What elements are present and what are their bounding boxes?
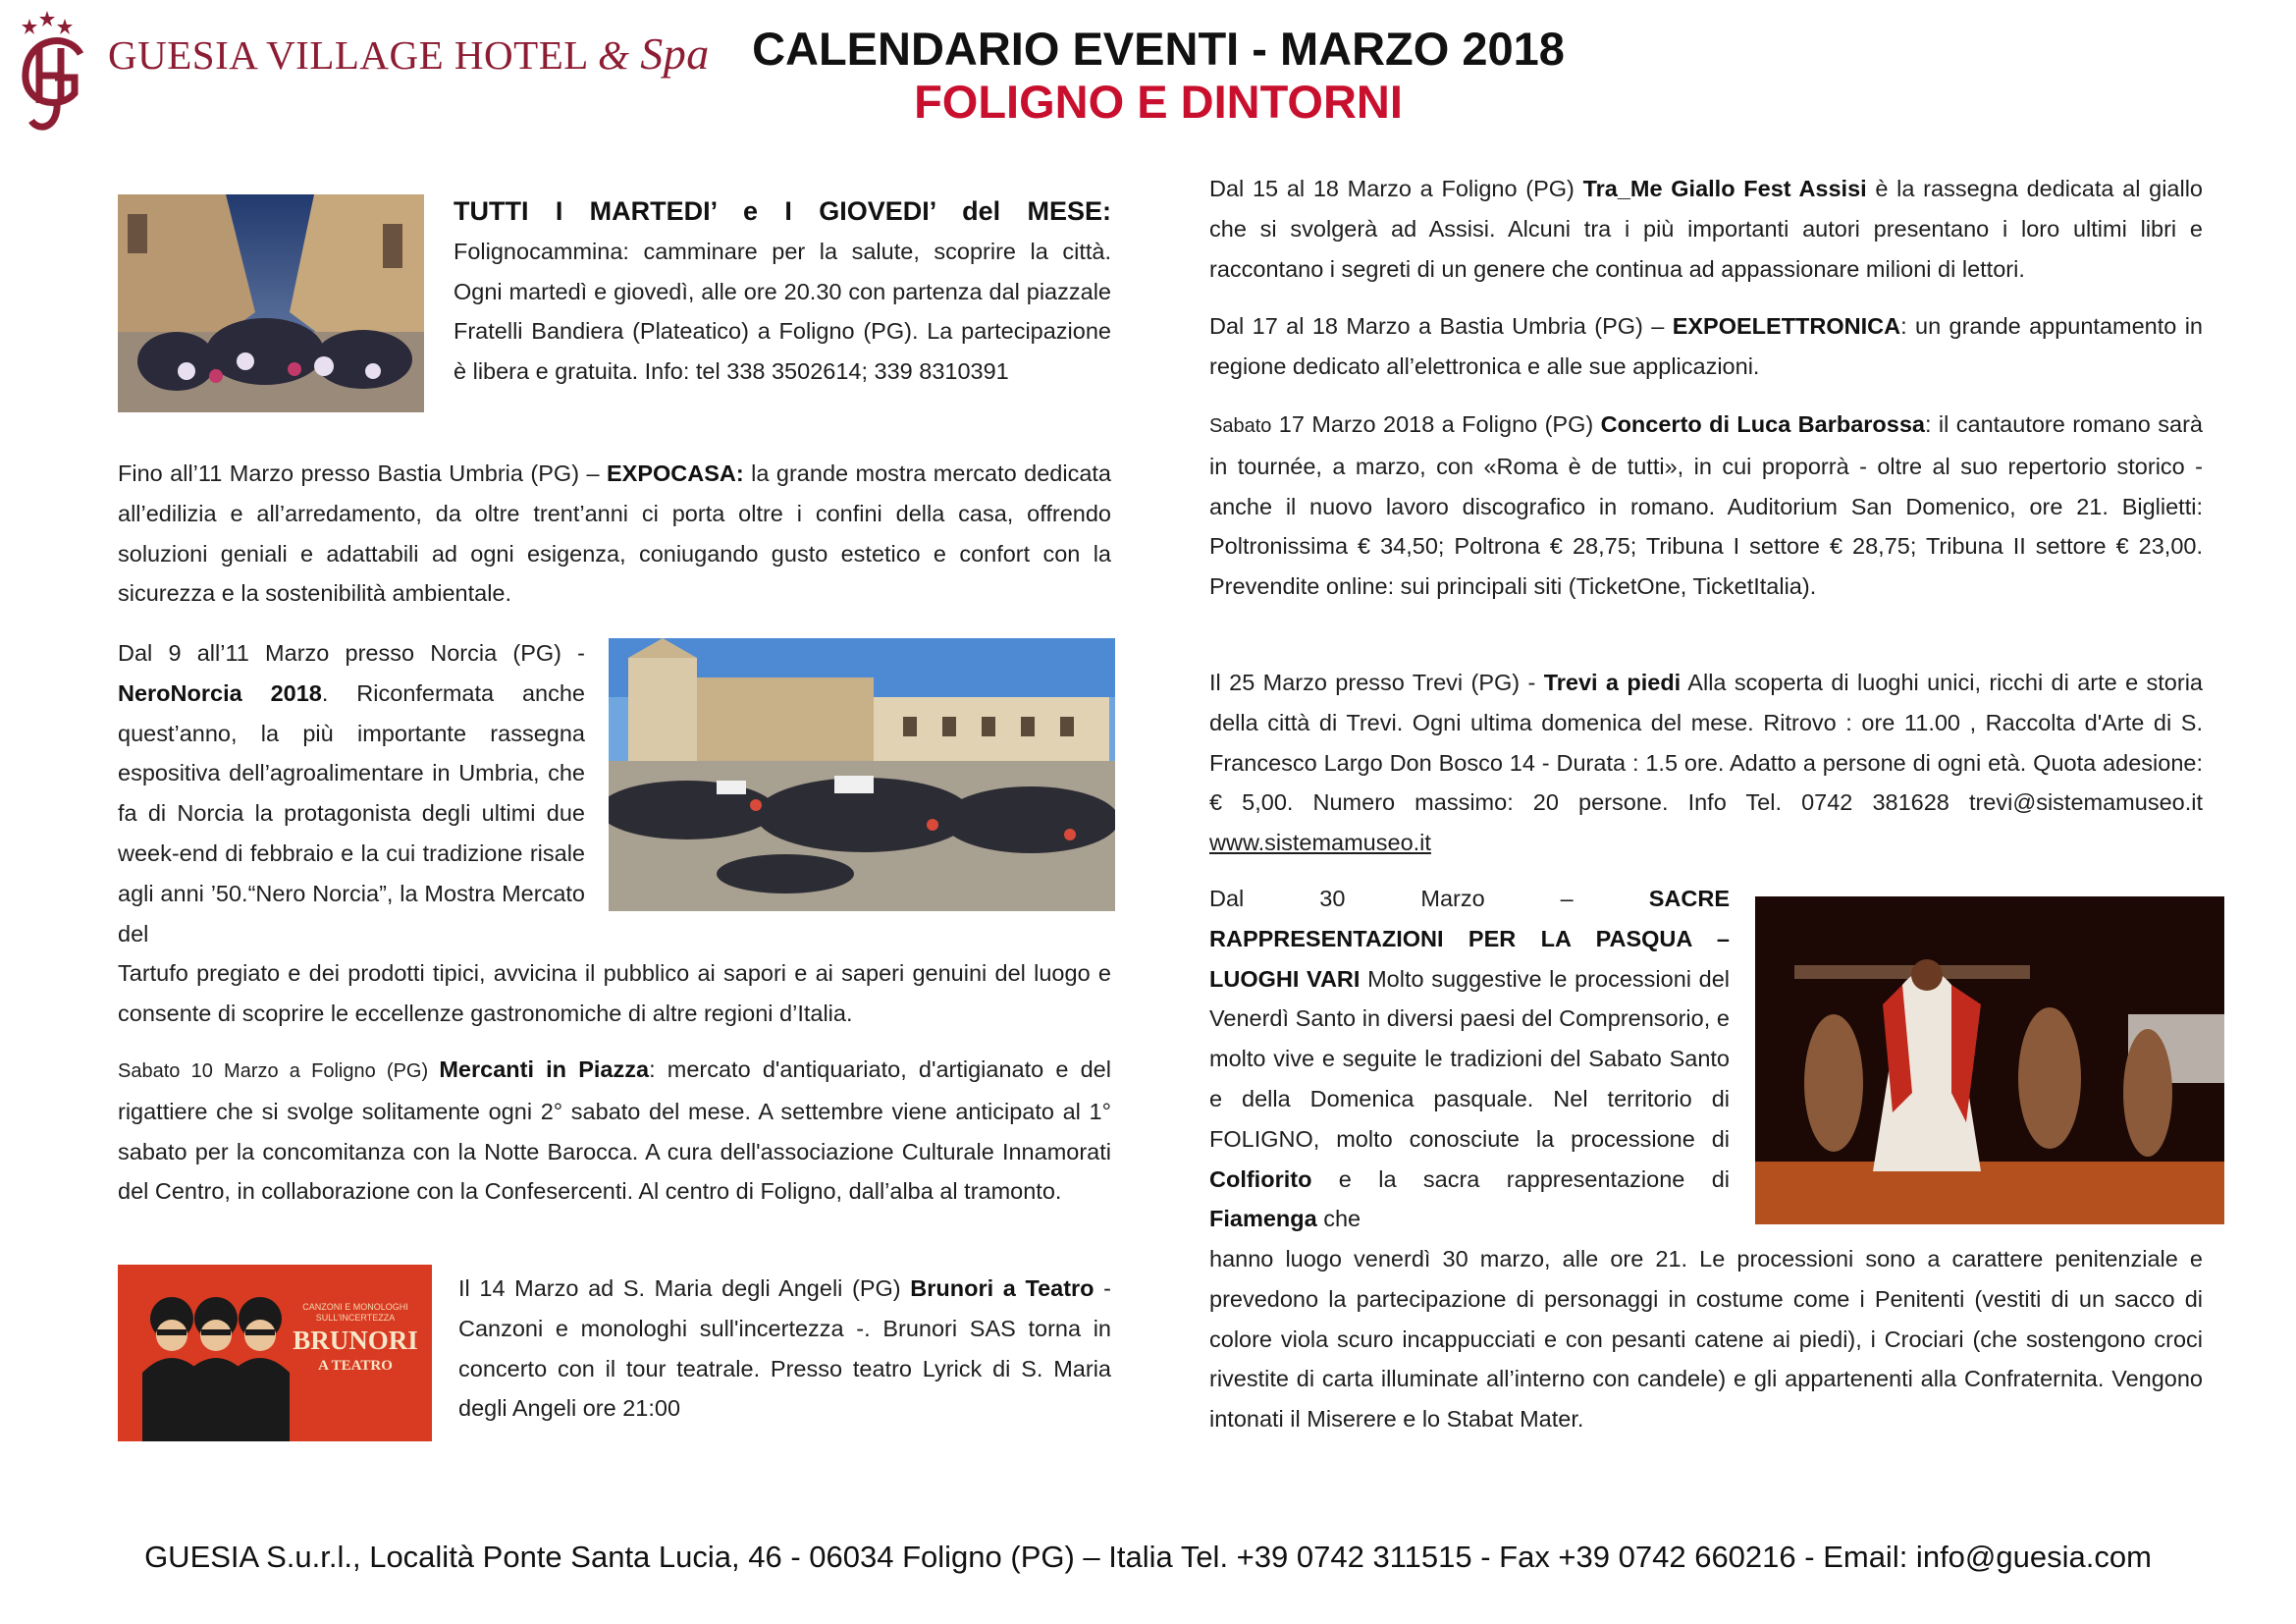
event-barbarossa-pre: 17 Marzo 2018 a Foligno (PG) — [1271, 411, 1601, 437]
event-trevi-a-piedi — [1209, 663, 2203, 863]
event-sacre-part1 — [1209, 879, 1730, 1239]
event-sacre-pre: Dal 30 Marzo – — [1209, 886, 1649, 911]
event-mercanti-pre: Sabato 10 Marzo a Foligno (PG) — [118, 1060, 440, 1082]
event-expocasa-pre: Fino all’11 Marzo presso Bastia Umbria (PG) – — [118, 460, 607, 486]
hotel-monogram-icon — [10, 5, 118, 137]
event-brunori-desc: - Canzoni e monologhi sull'incertezza -. Brunori SAS torna in concerto con il tour teatrale. Presso teatro Lyrick di S. Maria degli Angeli ore 21:00 — [458, 1275, 1111, 1422]
brunori-poster-tagline — [287, 1302, 424, 1324]
event-sacre-part2: hanno luogo venerdì 30 marzo, alle ore 21. Le processioni sono a carattere penitenziale e prevedono la partecipazione di personaggi in costume come i Penitenti (vestiti di un sacco di colore viola scuro incappucciati e con pesanti catene ai piedi), i Crociari (che sostengono croci rivestite di carta illuminate all’interno con candele) e gli appartenenti alla Confraternita. Vengono intonati il Miserere e lo Stabat Mater. — [1209, 1246, 2203, 1433]
hotel-name — [108, 27, 710, 80]
event-neronorcia-title: NeroNorcia 2018 — [118, 679, 322, 706]
event-brunori-pre: Il 14 Marzo ad S. Maria degli Angeli (PG) — [458, 1275, 911, 1301]
brunori-poster-name: BRUNORI — [293, 1326, 418, 1355]
event-barbarossa-desc: : il cantautore romano sarà in tournée, a marzo, con «Roma è de tutti», in cui proporrà - oltre al suo repertorio storico - anche il nuovo lavoro discografico in romano. Auditorium San Domenico, ore 21. Biglietti: Poltronissima € 34,50; Poltrona € 28,75; Tribuna I settore € 28,75; Tribuna II settore € 23,00. Prevendite online: sui principali siti (TicketOne, TicketItalia). — [1209, 411, 2203, 600]
event-sacre-title: SACRE RAPPRESENTAZIONI PER LA PASQUA – LUOGHI VARI — [1209, 886, 1730, 992]
brunori-poster-line2: SULL'INCERTEZZA — [315, 1313, 396, 1323]
event-barbarossa-day: Sabato — [1209, 415, 1272, 437]
event-expoelettronica — [1209, 306, 2203, 387]
event-giallo-title: Tra_Me Giallo Fest Assisi — [1582, 176, 1867, 201]
event-sacre-desc2: e la sacra rappresentazione di — [1311, 1165, 1730, 1192]
event-barbarossa-title: Concerto di Luca Barbarossa — [1600, 411, 1925, 437]
event-trevi-desc: Alla scoperta di luoghi unici, ricchi di arte e storia della città di Trevi. Ogni ultima domenica del mese. Ritrovo : ore 11.00 , Raccolta d'Arte di S. Francesco Largo Don Bosco 14 - Durata : 1.5 ore. Adatto a persone di ogni età. Quota adesione: € 5,00. Numero massimo: 20 persone. Info Tel. 0742 381628 trevi@sistemamuseo.it — [1209, 670, 2203, 816]
brunori-poster-sub: A TEATRO — [318, 1358, 393, 1374]
hotel-name-spa: Spa — [640, 28, 710, 79]
event-neronorcia-part2: Tartufo pregiato e dei prodotti tipici, avvicina il pubblico ai sapori e ai saperi genuini del luogo e consente di scoprire le eccellenze gastronomiche di altre regioni d’Italia. — [118, 960, 1111, 1026]
event-sacre-fiamenga: Fiamenga — [1209, 1206, 1317, 1232]
event-expoelettronica-title: EXPOELETTRONICA — [1672, 313, 1901, 339]
event-sacre-colfiorito: Colfiorito — [1209, 1165, 1312, 1192]
event-mercanti-piazza — [118, 1050, 1111, 1212]
sistemamuseo-link[interactable]: www.sistemamuseo.it — [1209, 830, 1431, 856]
event-sacre-desc3: che — [1316, 1206, 1362, 1232]
event-giallo-pre: Dal 15 al 18 Marzo a Foligno (PG) — [1209, 176, 1583, 201]
event-expoelettronica-desc: : un grande appuntamento in regione dedicato all’elettronica e alle sue applicazioni. — [1209, 313, 2204, 379]
event-neronorcia-part1 — [118, 633, 585, 953]
brunori-poster-line1: CANZONI E MONOLOGHI — [302, 1302, 408, 1312]
norcia-photo — [609, 638, 1115, 911]
page-title: CALENDARIO EVENTI - MARZO 2018 — [752, 23, 1565, 75]
brunori-poster — [118, 1265, 432, 1441]
event-sacre-desc1: Molto suggestive le processioni del Venerdì Santo in diversi paesi del Comprensorio, e molto vive e seguite le tradizioni del Sabato Santo e della Domenica pasquale. Nel territorio di FOLIGNO, molto conosciute la processione di — [1209, 965, 1730, 1152]
event-neronorcia-desc1: . Riconfermata anche quest’anno, la più importante rassegna espositiva dell’agroalimentare in Umbria, che fa di Norcia la protagonista degli ultimi due week-end di febbraio e la cui tradizione risale agli anni ’50.“Nero Norcia”, la Mostra Mercato del — [118, 679, 585, 947]
hotel-name-amp: & — [598, 32, 630, 78]
event-martedi-body: Folignocammina: camminare per la salute, scoprire la città. Ogni martedì e giovedì, alle ore 20.30 con partenza dal piazzale Fratelli Bandiera (Plateatico) a Foligno (PG). La partecipazione è libera e gratuita. Info: tel 338 3502614; 339 8310391 — [454, 238, 1111, 385]
event-trevi-title: Trevi a piedi — [1543, 670, 1682, 695]
event-expoelettronica-pre: Dal 17 al 18 Marzo a Bastia Umbria (PG) – — [1209, 313, 1673, 339]
event-mercanti-desc: : mercato d'antiquariato, d'artigianato e del rigattiere che si svolge solitamente ogni 2° sabato del mese. A settembre viene anticipato al 1° sabato per la concomitanza con la Notte Barocca. A cura dell'associazione Culturale Innamorati del Centro, in collaborazione con la Confesercenti. Al centro di Foligno, dall’alba al tramonto. — [118, 1056, 1111, 1205]
event-martedi-heading: TUTTI I MARTEDI’ e I GIOVEDI’ del MESE: — [454, 196, 1111, 226]
event-brunori — [458, 1269, 1111, 1429]
event-giallo-desc: è la rassegna dedicata al giallo che si svolgerà ad Assisi. Alcuni tra i più importanti autori presentano i loro ultimi libri e raccontano i segreti di un genere che continua ad appassionare milioni di lettori. — [1209, 176, 2204, 282]
event-martedi-giovedi — [454, 191, 1111, 392]
sacre-rappresentazioni-photo — [1755, 896, 2224, 1224]
event-giallo-fest — [1209, 169, 2203, 289]
event-mercanti-title: Mercanti in Piazza — [439, 1056, 650, 1082]
footer-contact: GUESIA S.u.r.l., Località Ponte Santa Lucia, 46 - 06034 Foligno (PG) – Italia Tel. +39 0742 311515 - Fax +39 0742 660216 - Email: info@guesia.com — [144, 1540, 2152, 1574]
page-subtitle: FOLIGNO E DINTORNI — [914, 76, 1403, 128]
event-expocasa — [118, 454, 1111, 614]
event-barbarossa — [1209, 405, 2203, 607]
event-brunori-title: Brunori a Teatro — [910, 1275, 1095, 1301]
event-trevi-pre: Il 25 Marzo presso Trevi (PG) - — [1209, 670, 1544, 695]
hotel-name-text: GUESIA VILLAGE HOTEL — [108, 32, 588, 78]
folignocammina-photo — [118, 194, 424, 412]
event-expocasa-desc: la grande mostra mercato dedicata all’edilizia e all’arredamento, da oltre trent’anni ci porta oltre i confini della casa, offrendo soluzioni geniali e adattabili ad ogni esigenza, coniugando gusto estetico e confort con la sicurezza e la sostenibilità ambientale. — [118, 460, 1111, 607]
event-expocasa-title: EXPOCASA: — [607, 460, 744, 486]
event-neronorcia-pre: Dal 9 all’11 Marzo presso Norcia (PG) - — [118, 640, 585, 666]
